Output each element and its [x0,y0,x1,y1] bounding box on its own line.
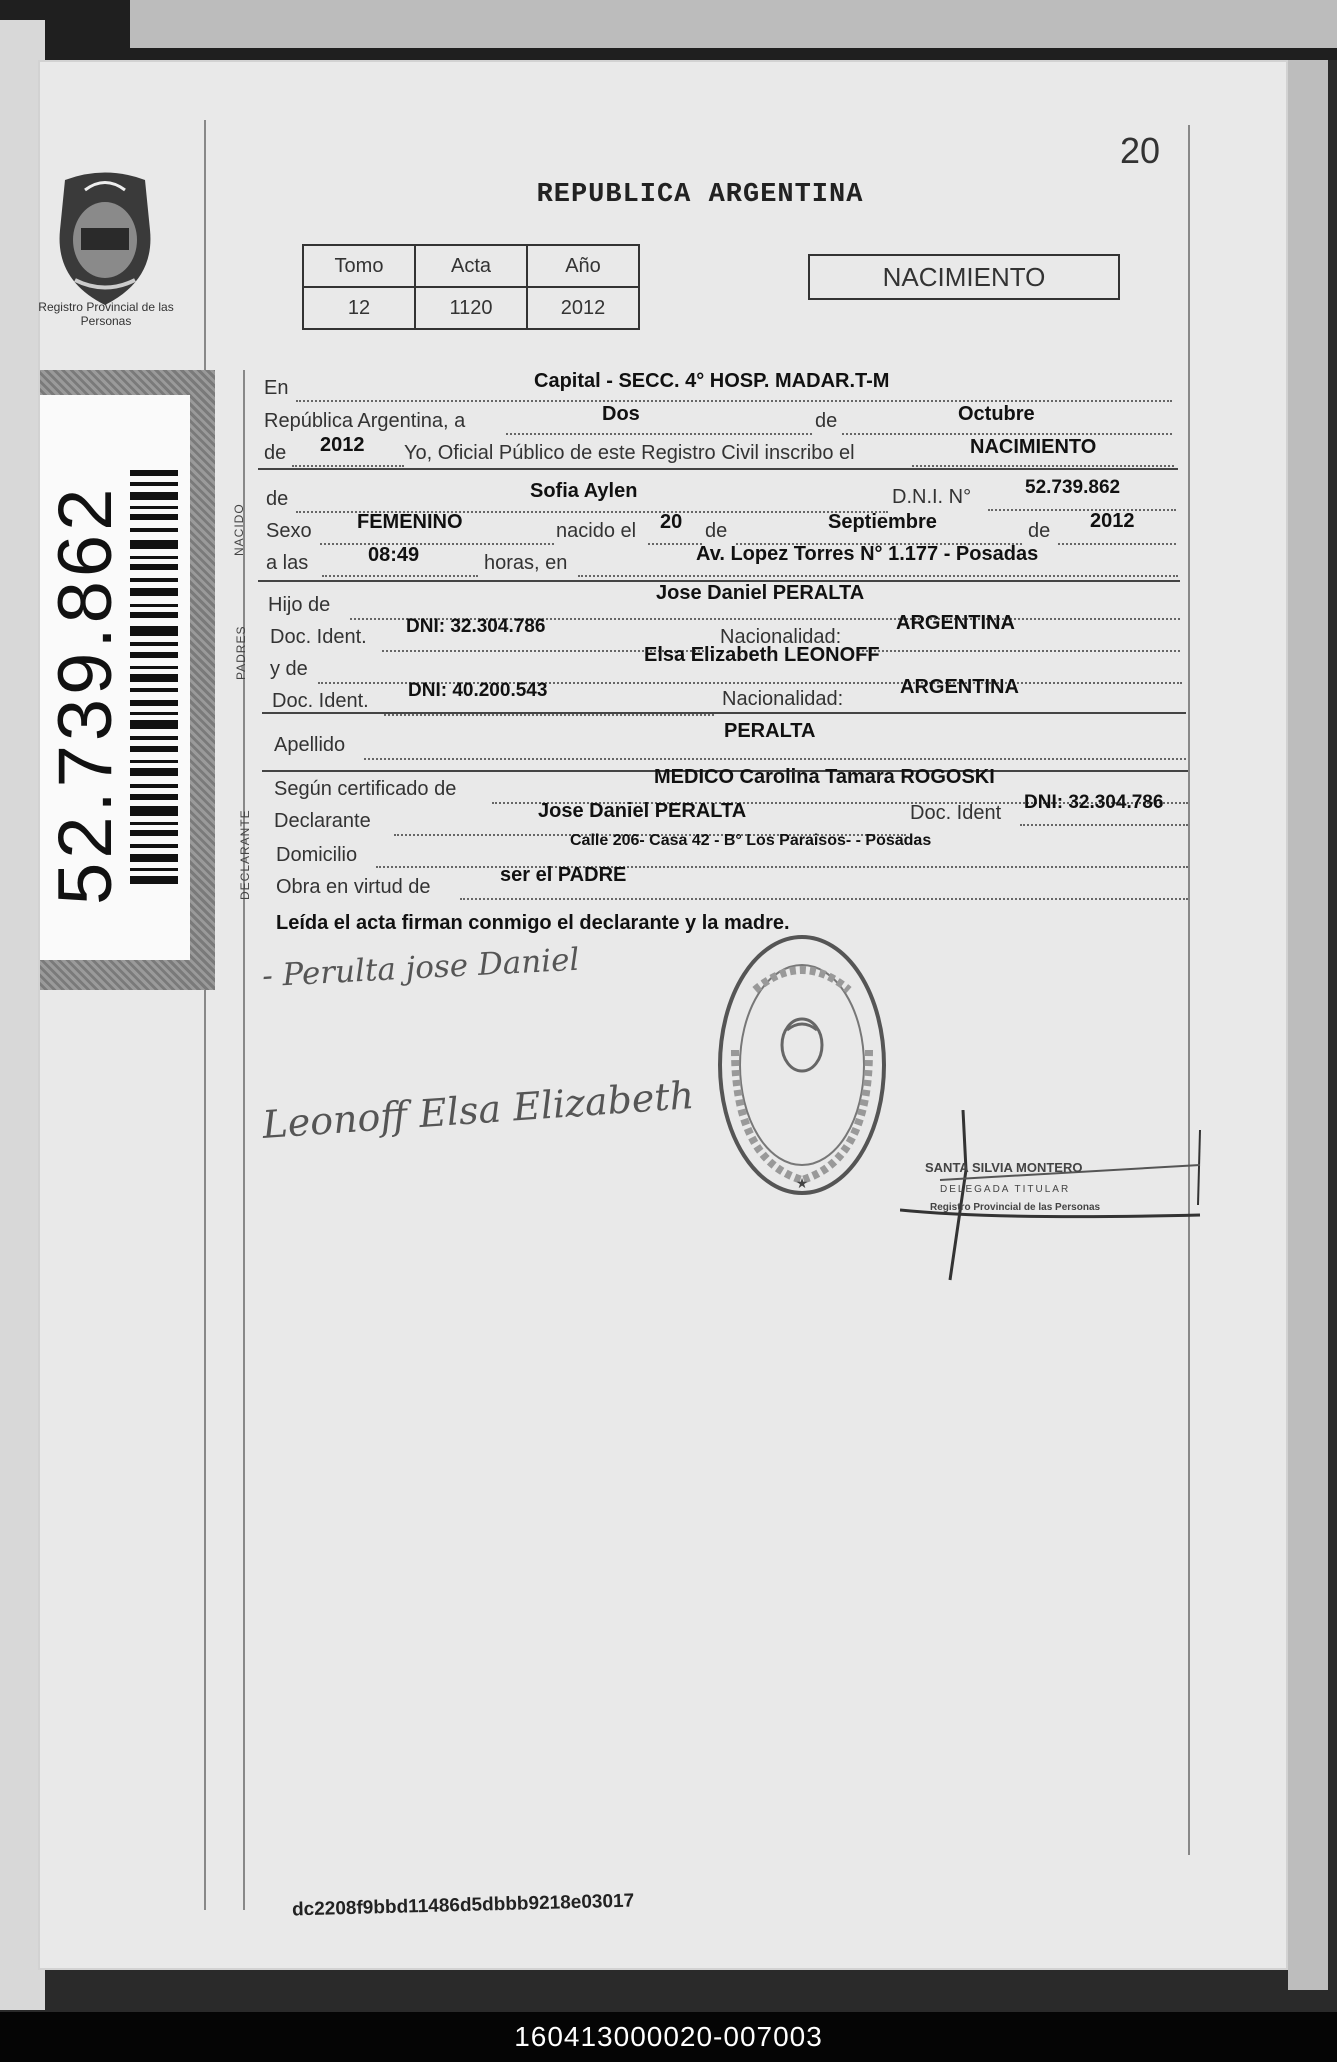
day-value: Dos [602,403,640,425]
hijo-label: Hijo de [268,594,331,616]
year-value: 2012 [320,434,365,456]
mother-doc: DNI: 40.200.543 [408,680,548,701]
nacionalidad-label: Nacionalidad: [720,626,842,648]
official-signature [900,1110,1220,1300]
father-signature: - Perulta jose Daniel [261,941,581,995]
nacido-section-label: NACIDO [232,503,246,556]
apellido-label: Apellido [274,734,346,756]
de-label: de [266,488,289,510]
registry-table [302,244,640,330]
table-cell: 1120 [415,287,527,329]
record-type-box: NACIMIENTO [808,254,1120,300]
table-cell: 12 [303,287,415,329]
birth-day: 20 [660,511,683,533]
table-cell: 2012 [527,287,639,329]
y-de-label: y de [270,658,308,680]
page-number: 20 [1120,130,1161,171]
sexo-value: FEMENINO [357,511,463,533]
place-value: Capital - SECC. 4° HOSP. MADAR.T-M [534,370,890,392]
inner-margin-line [243,370,245,1910]
doc-ident-label: Doc. Ident [910,802,1002,824]
dotted-line [506,409,812,435]
svg-text:★: ★ [795,1175,809,1191]
obra-label: Obra en virtud de [276,876,431,898]
child-dni: 52.739.862 [1025,477,1121,498]
declarante-doc: DNI: 32.304.786 [1024,792,1164,813]
document-reference: 160413000020-007003 [514,2021,823,2052]
barcode-icon [130,470,178,890]
mother-signature: Leonoff Elsa Elizabeth [260,1072,696,1148]
table-header: Año [527,245,639,287]
doc-label: Doc. Ident. [270,626,367,648]
apellido-value: PERALTA [724,720,816,742]
padres-section-label: PADRES [234,625,248,680]
document-page [38,60,1288,1970]
registry-logo-text: Registro Provincial de las Personas [38,300,174,328]
svg-text:DELEGADA TITULAR: DELEGADA TITULAR [940,1184,1071,1195]
obra-value: ser el PADRE [500,864,627,886]
country-title: REPUBLICA ARGENTINA [536,180,864,210]
certificado-value: MEDICO Carolina Tamara ROGOSKI [654,766,995,788]
birth-year: 2012 [1090,510,1135,532]
month-value: Octubre [958,403,1035,425]
svg-text:SANTA SILVIA MONTERO: SANTA SILVIA MONTERO [925,1160,1083,1175]
official-stamp-icon [715,930,890,1200]
top-background [0,0,1337,60]
section-divider [262,712,1186,714]
year-label: de [264,442,287,464]
de-label: de [815,410,838,432]
father-doc: DNI: 32.304.786 [406,616,546,637]
mother-name: Elsa Elizabeth LEONOFF [644,644,880,666]
declarante-section-label: DECLARANTE [238,809,252,900]
statement-text: Yo, Oficial Público de este Registro Civil inscribo el [404,442,855,464]
horas-label: horas, en [484,552,568,574]
birth-month: Septiembre [828,511,937,533]
table-header: Tomo [303,245,415,287]
domicilio-value: Calle 206- Casa 42 - B° Los Paraisos- - Posadas [570,832,932,849]
birth-time: 08:49 [368,544,420,566]
de-label: de [705,520,728,542]
birth-place: Av. Lopez Torres N° 1.177 - Posadas [696,543,1039,565]
father-name: Jose Daniel PERALTA [656,582,865,604]
republic-label: República Argentina, a [264,410,466,432]
de-label: de [1028,520,1051,542]
hash-code: dc2208f9bbd11486d5dbbb9218e03017 [291,1890,635,1921]
mother-nationality: ARGENTINA [900,676,1019,698]
certificado-label: Según certificado de [274,778,457,800]
table-header: Acta [415,245,527,287]
barcode-number: 52.739.862 [43,484,128,905]
father-nationality: ARGENTINA [896,612,1015,634]
record-type-value: NACIMIENTO [970,436,1097,458]
child-name: Sofia Aylen [530,480,638,502]
doc-label: Doc. Ident. [272,690,369,712]
right-margin-line [1188,125,1190,1855]
nacionalidad-label: Nacionalidad: [722,688,844,710]
a-las-label: a las [266,552,309,574]
domicilio-label: Domicilio [276,844,358,866]
en-label: En [264,377,289,399]
nacido-el-label: nacido el [556,520,637,542]
svg-text:Registro Provincial de las Per: Registro Provincial de las Personas [930,1202,1101,1213]
closing-statement: Leída el acta firman conmigo el declarante y la madre. [276,912,790,934]
dni-label: D.N.I. N° [892,486,972,508]
right-page-edge [1288,60,1328,1990]
declarante-label: Declarante [274,810,371,832]
sexo-label: Sexo [266,520,312,542]
declarante-name: Jose Daniel PERALTA [538,800,747,822]
section-divider [258,468,1178,470]
